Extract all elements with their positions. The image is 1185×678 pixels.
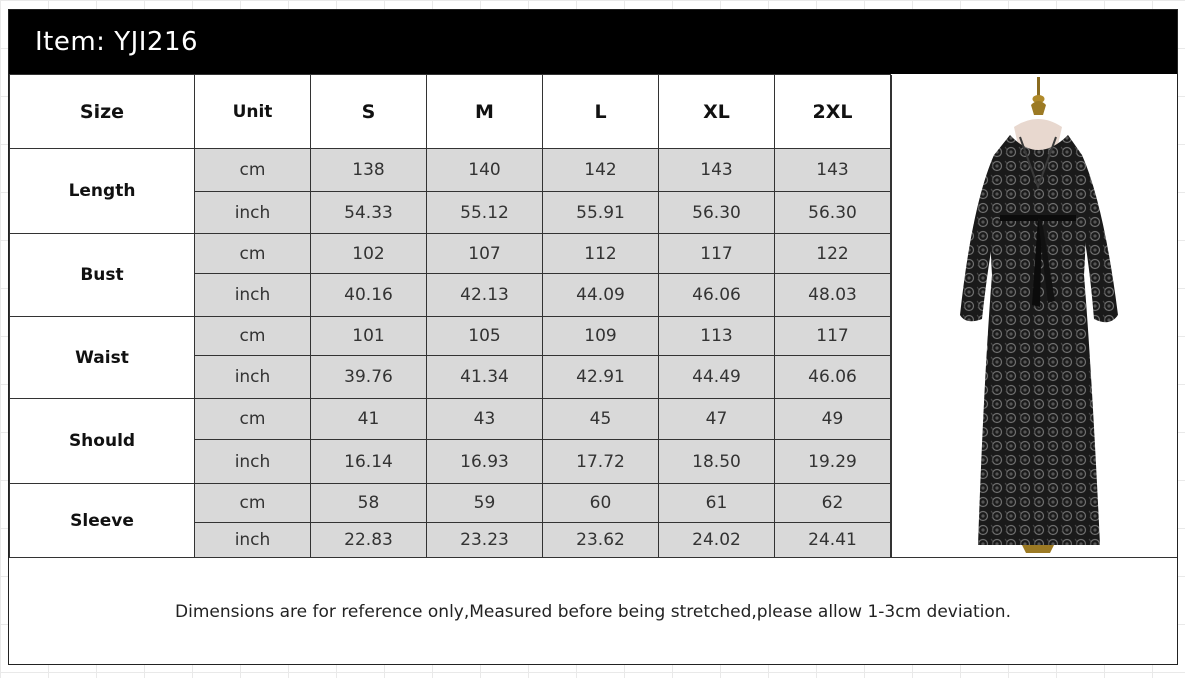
value-cell: 55.91 — [543, 192, 659, 234]
table-header-row — [10, 75, 891, 149]
unit-cell: inch — [195, 356, 311, 399]
table-row — [10, 484, 891, 523]
measure-label: Sleeve — [10, 484, 195, 558]
value-cell: 17.72 — [543, 440, 659, 484]
item-title-bar — [9, 10, 1177, 74]
value-cell: 44.49 — [659, 356, 775, 399]
value-cell: 105 — [427, 317, 543, 356]
unit-cell: inch — [195, 440, 311, 484]
value-cell: 142 — [543, 149, 659, 192]
size-table — [9, 74, 891, 558]
value-cell: 22.83 — [311, 523, 427, 558]
value-cell: 101 — [311, 317, 427, 356]
value-cell: 23.23 — [427, 523, 543, 558]
value-cell: 138 — [311, 149, 427, 192]
value-cell: 109 — [543, 317, 659, 356]
column-header: Unit — [195, 75, 311, 149]
column-header: S — [311, 75, 427, 149]
value-cell: 102 — [311, 234, 427, 274]
value-cell: 143 — [775, 149, 891, 192]
item-title: Item: YJI216 — [35, 27, 199, 57]
value-cell: 40.16 — [311, 274, 427, 317]
unit-cell: cm — [195, 484, 311, 523]
value-cell: 24.02 — [659, 523, 775, 558]
value-cell: 43 — [427, 399, 543, 440]
unit-cell: inch — [195, 523, 311, 558]
value-cell: 23.62 — [543, 523, 659, 558]
measure-label: Length — [10, 149, 195, 234]
disclaimer-note: Dimensions are for reference only,Measured before being stretched,please allow 1-3cm deviation. — [175, 601, 1011, 622]
table-row — [10, 234, 891, 274]
value-cell: 45 — [543, 399, 659, 440]
unit-cell: cm — [195, 149, 311, 192]
value-cell: 55.12 — [427, 192, 543, 234]
measure-label: Should — [10, 399, 195, 484]
value-cell: 41 — [311, 399, 427, 440]
table-row — [10, 399, 891, 440]
value-cell: 107 — [427, 234, 543, 274]
value-cell: 62 — [775, 484, 891, 523]
value-cell: 42.13 — [427, 274, 543, 317]
value-cell: 46.06 — [659, 274, 775, 317]
value-cell: 46.06 — [775, 356, 891, 399]
value-cell: 47 — [659, 399, 775, 440]
unit-cell: inch — [195, 192, 311, 234]
value-cell: 59 — [427, 484, 543, 523]
table-row — [10, 149, 891, 192]
product-photo — [891, 75, 1177, 557]
column-header: 2XL — [775, 75, 891, 149]
unit-cell: cm — [195, 399, 311, 440]
value-cell: 56.30 — [775, 192, 891, 234]
value-cell: 61 — [659, 484, 775, 523]
value-cell: 122 — [775, 234, 891, 274]
disclaimer-footer — [9, 557, 1177, 665]
value-cell: 54.33 — [311, 192, 427, 234]
value-cell: 48.03 — [775, 274, 891, 317]
value-cell: 39.76 — [311, 356, 427, 399]
value-cell: 112 — [543, 234, 659, 274]
value-cell: 117 — [775, 317, 891, 356]
value-cell: 16.14 — [311, 440, 427, 484]
value-cell: 44.09 — [543, 274, 659, 317]
unit-cell: inch — [195, 274, 311, 317]
value-cell: 18.50 — [659, 440, 775, 484]
dress-on-mannequin-image — [892, 75, 1178, 557]
value-cell: 56.30 — [659, 192, 775, 234]
size-chart — [8, 9, 1178, 665]
value-cell: 19.29 — [775, 440, 891, 484]
unit-cell: cm — [195, 234, 311, 274]
value-cell: 24.41 — [775, 523, 891, 558]
value-cell: 143 — [659, 149, 775, 192]
column-header: M — [427, 75, 543, 149]
value-cell: 60 — [543, 484, 659, 523]
value-cell: 49 — [775, 399, 891, 440]
measure-label: Bust — [10, 234, 195, 317]
column-header: XL — [659, 75, 775, 149]
unit-cell: cm — [195, 317, 311, 356]
value-cell: 113 — [659, 317, 775, 356]
value-cell: 140 — [427, 149, 543, 192]
column-header: L — [543, 75, 659, 149]
column-header: Size — [10, 75, 195, 149]
measure-label: Waist — [10, 317, 195, 399]
value-cell: 58 — [311, 484, 427, 523]
value-cell: 16.93 — [427, 440, 543, 484]
value-cell: 42.91 — [543, 356, 659, 399]
value-cell: 41.34 — [427, 356, 543, 399]
value-cell: 117 — [659, 234, 775, 274]
table-row — [10, 317, 891, 356]
